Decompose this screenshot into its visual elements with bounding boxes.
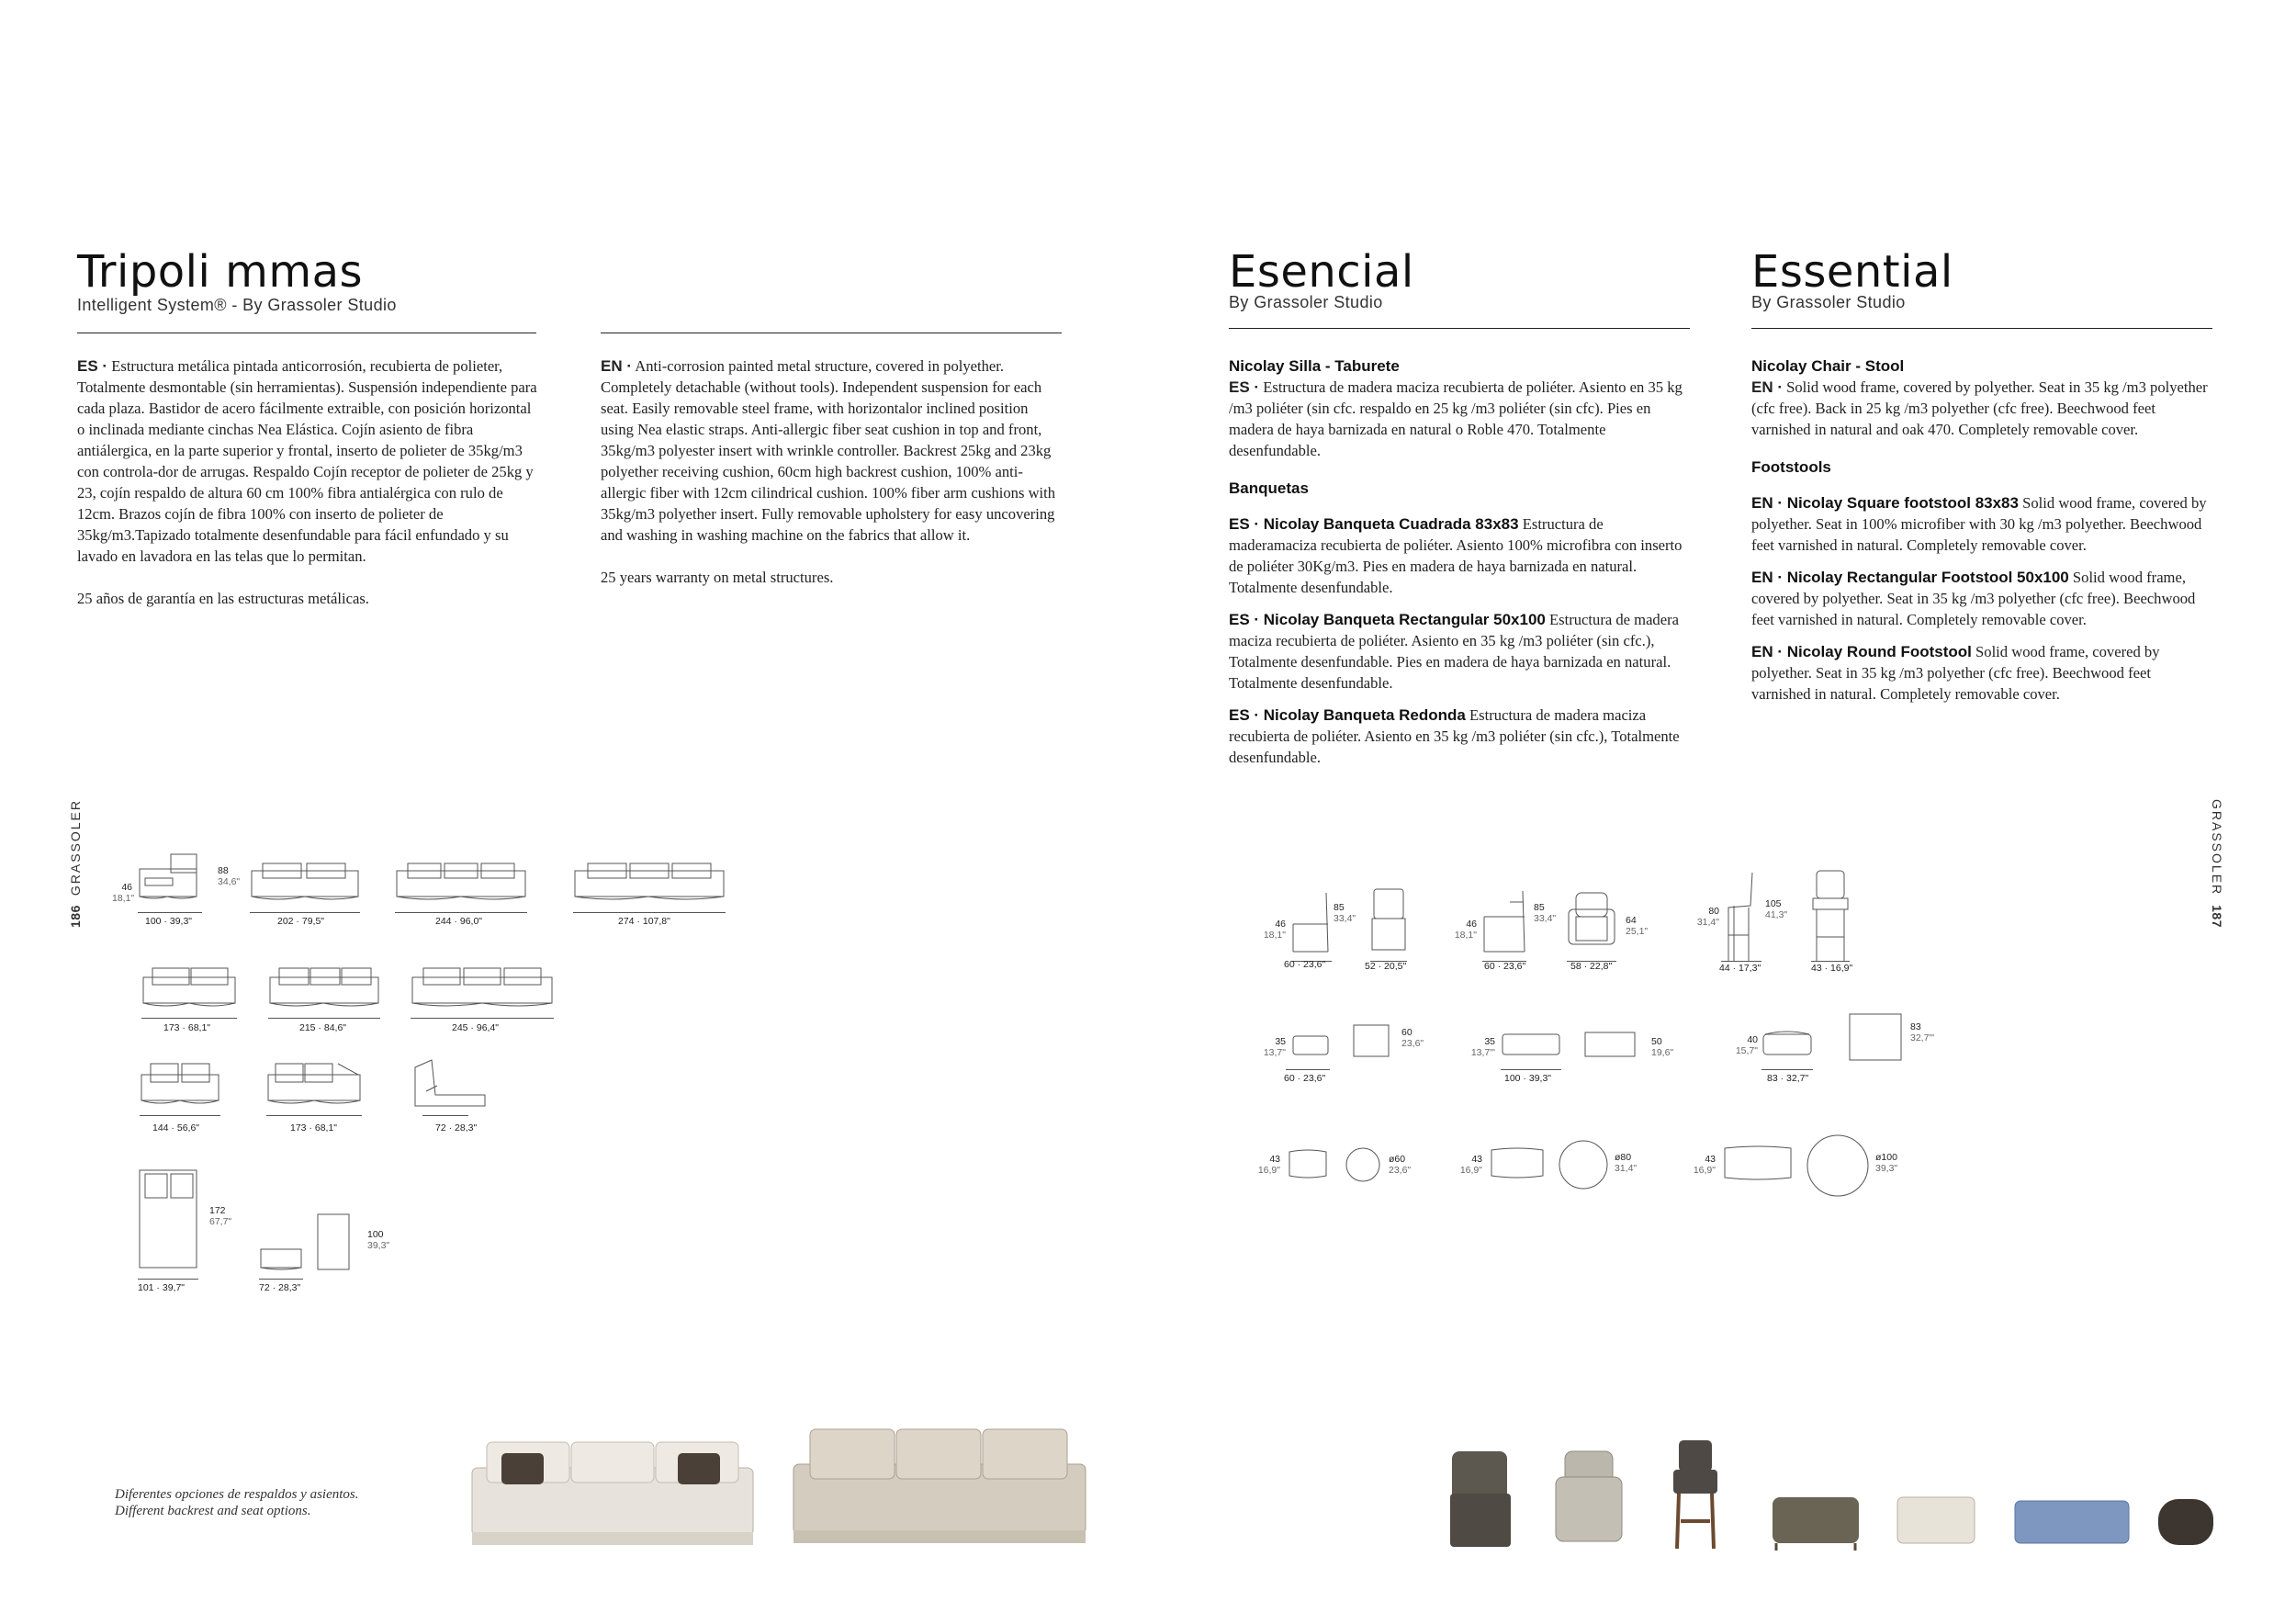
chair-text-en: Solid wood frame, covered by polyether. Seat in 35 kg /m3 polyether (cfc free). Back in 25 kg /m3 polyether (cfc free). Beechwood feet varnished in natural and oak 470. Completely removable cover.: [1751, 378, 2208, 438]
round-60-top: [1345, 1146, 1381, 1183]
armchair-side-drawing: [1482, 889, 1530, 955]
r1-dim-d60: ø60 23,6": [1389, 1154, 1412, 1176]
lang-label-es: ES ·: [77, 357, 108, 375]
footstool-83-side: [1761, 1029, 1813, 1060]
stool-dim-105: 105 41,3": [1765, 898, 1788, 920]
dim-line: [395, 912, 527, 913]
footstool-square-photo: [1769, 1494, 1863, 1551]
stool-dim-43: 43 · 16,9": [1811, 963, 1853, 974]
dim-line: [1811, 961, 1850, 962]
footstool-white-photo: [1894, 1494, 1978, 1549]
caption-en: Different backrest and seat options.: [115, 1504, 311, 1518]
stool-side-drawing: [1725, 871, 1761, 963]
sofa-photo-white: [467, 1431, 760, 1551]
dim-width-215: 215 · 84,6": [299, 1022, 347, 1033]
corner-72-drawing: [413, 1058, 487, 1110]
armchair-dim-85: 85 33,4": [1534, 902, 1557, 924]
description-es: [1229, 355, 1690, 768]
page-side-label: [68, 799, 83, 928]
dim-line: [1721, 961, 1761, 962]
dim-height-100: 100 39,3": [367, 1229, 390, 1251]
dim-line: [250, 912, 360, 913]
description-en: [601, 355, 1062, 588]
dim-height-172: 172 67,7": [209, 1205, 232, 1227]
chair-dim-46: 46 18,1": [1263, 919, 1286, 941]
text-es: Estructura metálica pintada anticorrosión, recubierta de polieter, Totalmente desmontable (sin herramientas). Suspensión independiente para cada plaza. Bastidor de acero fácilmente extraible, con posición horizontal o inclinada mediante cinchas Nea Elástica. Cojín asiento de fibra antiálergica, en la parte superior y frontal, inserto de polieter de 35kg/m3 con controla-dor de arrugas. Respaldo Cojín receptor de polieter de 25kg y 23, cojín respaldo de altura 60 cm 100% fibra antialérgica con rulo de 12cm. Brazos cojín de fibra 100% con inserto de polieter de 35kg/m3.Tapizado totalmente desenfundable para fácil enfundado y su lavado en lavadora en las telas que lo permitan.: [77, 357, 537, 565]
warranty-es: 25 años de garantía en las estructuras metálicas.: [77, 590, 369, 607]
r2-dim-d80: ø80 31,4": [1615, 1152, 1638, 1174]
sofa-144-drawing: [140, 1062, 220, 1108]
item-rect-en: EN · Nicolay Rectangular Footstool 50x100 Solid wood frame, covered by polyether. Seat in 35 kg /m3 polyether (cfc free). Beechwood feet varnished in natural. Completely removable cover.: [1751, 569, 2196, 628]
round-100-top: [1806, 1133, 1870, 1198]
fs3-dim-83: 83 32,7"': [1910, 1021, 1935, 1043]
fs2-dim-50: 50 19,6": [1651, 1036, 1674, 1058]
armchair-dim-46: 46 18,1": [1454, 919, 1477, 941]
ottoman-front-drawing: [259, 1246, 303, 1271]
stool-dim-80: 80 31,4": [1696, 906, 1719, 928]
fs1-dim-w60: 60 · 23,6": [1284, 1073, 1326, 1084]
fs2-dim-35: 35 13,7"': [1470, 1036, 1495, 1058]
round-80-top: [1558, 1139, 1609, 1190]
ottoman-top-drawing: [316, 1212, 351, 1271]
dim-line: [422, 1115, 468, 1116]
chair-text-es: Estructura de madera maciza recubierta de poliéter. Asiento en 35 kg /m3 poliéter (sin cfc. respaldo en 25 kg /m3 poliéter (sin cfc). Pies en madera de haya barnizada en natural o Roble 470. Totalmente desenfundable.: [1229, 378, 1683, 459]
dim-width-72-b: 72 · 28,3": [259, 1282, 301, 1293]
footstool-60-top: [1352, 1023, 1392, 1060]
product-subtitle-en: By Grassoler Studio: [1751, 293, 1906, 311]
dim-line: [1761, 1069, 1813, 1070]
item-square-en: EN · Nicolay Square footstool 83x83 Solid wood frame, covered by polyether. Seat in 100% microfiber with 30 kg /m3 polyether. Beechwood feet varnished in natural. Completely removable cover.: [1751, 494, 2207, 554]
dim-width-100: 100 · 39,3": [145, 916, 193, 927]
chair-side-drawing: [1291, 891, 1334, 955]
right-page: [1148, 0, 2296, 1624]
page-side-label: [2210, 799, 2224, 937]
armchair-dim-60: 60 · 23,6": [1484, 961, 1526, 972]
dim-height-88: 88 34,6": [218, 865, 241, 887]
bench-heading-en: Footstools: [1751, 458, 1831, 476]
dim-line: [573, 912, 726, 913]
divider: [1751, 328, 2212, 329]
dim-width-244: 244 · 96,0": [435, 916, 483, 927]
dim-width-274: 274 · 107,8": [618, 916, 670, 927]
armchair-drawing: [138, 852, 202, 903]
sofa-274-drawing: [573, 862, 726, 903]
fs3-dim-40: 40 15,7": [1735, 1034, 1758, 1056]
dim-line: [266, 1115, 362, 1116]
armchair-dim-64: 64 25,1": [1626, 915, 1649, 937]
dim-width-202: 202 · 79,5": [277, 916, 325, 927]
chair-dim-85: 85 33,4": [1334, 902, 1356, 924]
sofa-244-drawing: [395, 862, 527, 903]
chaise-173-drawing: [266, 1062, 362, 1108]
dim-line: [259, 1279, 303, 1280]
lang-label-en: EN ·: [601, 357, 632, 375]
armchair-dim-58: 58 · 22,8": [1570, 961, 1613, 972]
fs1-dim-35: 35 13,7": [1263, 1036, 1286, 1058]
dim-width-173: 173 · 68,1": [163, 1022, 211, 1033]
footstool-blue-photo: [2011, 1497, 2133, 1549]
product-subtitle: Intelligent System® - By Grassoler Studio: [77, 296, 397, 314]
chair-dim-52: 52 · 20,5": [1365, 961, 1407, 972]
dim-width-245: 245 · 96,4": [452, 1022, 500, 1033]
footstool-83-top: [1848, 1012, 1905, 1064]
product-title-es: Esencial: [1229, 246, 1414, 298]
dim-line: [141, 1018, 237, 1019]
dim-line: [1286, 1069, 1330, 1070]
brand-name: GRASSOLER: [2210, 799, 2224, 897]
sofa-215-drawing: [268, 966, 380, 1010]
bench-heading-es: Banquetas: [1229, 479, 1309, 497]
chaise-top-drawing: [138, 1168, 200, 1271]
dim-line: [138, 1279, 198, 1280]
lang-label-en: EN ·: [1751, 378, 1783, 396]
dim-height-46: 46 18,1": [112, 882, 135, 904]
photo-caption: [115, 1486, 445, 1519]
stool-dim-44: 44 · 17,3": [1719, 963, 1761, 974]
dim-width-101: 101 · 39,7": [138, 1282, 186, 1293]
chair-front-drawing: [1370, 887, 1407, 953]
dim-width-72: 72 · 28,3": [435, 1122, 478, 1133]
dim-line: [411, 1018, 554, 1019]
product-title: Tripoli mmas: [77, 246, 364, 298]
footstool-round-photo: [2155, 1490, 2217, 1551]
dim-line: [140, 1115, 220, 1116]
fs2-dim-w100: 100 · 39,3": [1504, 1073, 1552, 1084]
sofa-photo-beige: [788, 1420, 1091, 1549]
dim-line: [268, 1018, 380, 1019]
stool-front-drawing: [1811, 869, 1850, 964]
r3-dim-43: 43 16,9": [1693, 1154, 1716, 1176]
dim-width-173-b: 173 · 68,1": [290, 1122, 338, 1133]
page-number: 187: [2210, 905, 2224, 928]
description-en: [1751, 355, 2212, 705]
footstool-100-top: [1583, 1031, 1638, 1060]
chair-dim-60: 60 · 23,6": [1284, 959, 1326, 970]
product-title-en: Essential: [1751, 246, 1953, 298]
round-60-side: [1286, 1148, 1330, 1181]
dim-line: [1501, 1069, 1561, 1070]
caption-es: Diferentes opciones de respaldos y asientos.: [115, 1487, 359, 1502]
round-80-side: [1488, 1146, 1547, 1181]
r3-dim-d100: ø100 39,3": [1875, 1152, 1898, 1174]
fs3-dim-w83: 83 · 32,7": [1767, 1073, 1809, 1084]
sofa-173-drawing: [141, 966, 237, 1010]
text-en: Anti-corrosion painted metal structure, covered in polyether. Completely detachable (without tools). Independent suspension for each seat. Easily removable steel frame, with horizontalor inclined position using Nea elastic straps. Anti-allergic fiber seat cushion in top and front, 35kg/m3 polyester insert with wrinkle controller. Backrest 25kg and 23kg polyether receiving cushion, 60cm high backrest cushion, 100% anti-allergic fiber with 12cm cilindrical cushion. 100% fiber arm cushions with 35kg/m3 polyether insert. Fully removable upholstery for easy uncovering and washing in washing machine on the fabrics that allow it.: [601, 357, 1056, 544]
r2-dim-43: 43 16,9": [1459, 1154, 1482, 1176]
item-round-en: EN · Nicolay Round Footstool Solid wood frame, covered by polyether. Seat in 35 kg /m3 polyether (cfc free). Beechwood feet varnished in natural. Completely removable cover.: [1751, 643, 2160, 703]
lang-label-es: ES ·: [1229, 378, 1260, 396]
description-es: [77, 355, 538, 609]
divider: [1229, 328, 1690, 329]
footstool-60-side: [1291, 1032, 1330, 1058]
r1-dim-43: 43 16,9": [1257, 1154, 1280, 1176]
chair-photo: [1446, 1448, 1516, 1551]
item-square-es: ES · Nicolay Banqueta Cuadrada 83x83 Estructura de maderamaciza recubierta de poliéter. Asiento 100% microfibra con inserto de poliéter 30Kg/m3. Pies en madera de haya barnizada en natural. Totalmente desenfundable.: [1229, 515, 1683, 596]
stool-photo: [1668, 1438, 1723, 1551]
dim-line: [138, 912, 202, 913]
sofa-245-drawing: [411, 966, 554, 1010]
item-round-es: ES · Nicolay Banqueta Redonda Estructura de madera maciza recubierta de poliéter. Asiento en 35 kg /m3 poliéter (sin cfc.), Totalmente desenfundable.: [1229, 706, 1680, 766]
item-rect-es: ES · Nicolay Banqueta Rectangular 50x100 Estructura de madera maciza recubierta de poliéter. Asiento en 35 kg /m3 poliéter (sin cfc.), Totalmente desenfundable. Pies en madera de haya barnizada en natural. Totalmente desenfundable.: [1229, 611, 1679, 692]
sofa-202-drawing: [250, 862, 360, 903]
fs1-dim-60: 60 23,6": [1401, 1027, 1424, 1049]
chair-heading-es: Nicolay Silla - Taburete: [1229, 357, 1400, 375]
warranty-en: 25 years warranty on metal structures.: [601, 569, 834, 586]
footstool-100-side: [1501, 1031, 1561, 1058]
page-number: 186: [68, 905, 83, 928]
armchair-photo: [1552, 1449, 1626, 1545]
product-subtitle-es: By Grassoler Studio: [1229, 293, 1383, 311]
chair-heading-en: Nicolay Chair - Stool: [1751, 357, 1905, 375]
armchair-front-drawing: [1567, 891, 1616, 948]
round-100-side: [1721, 1145, 1795, 1183]
dim-width-144: 144 · 56,6": [152, 1122, 200, 1133]
brand-name: GRASSOLER: [68, 799, 83, 897]
